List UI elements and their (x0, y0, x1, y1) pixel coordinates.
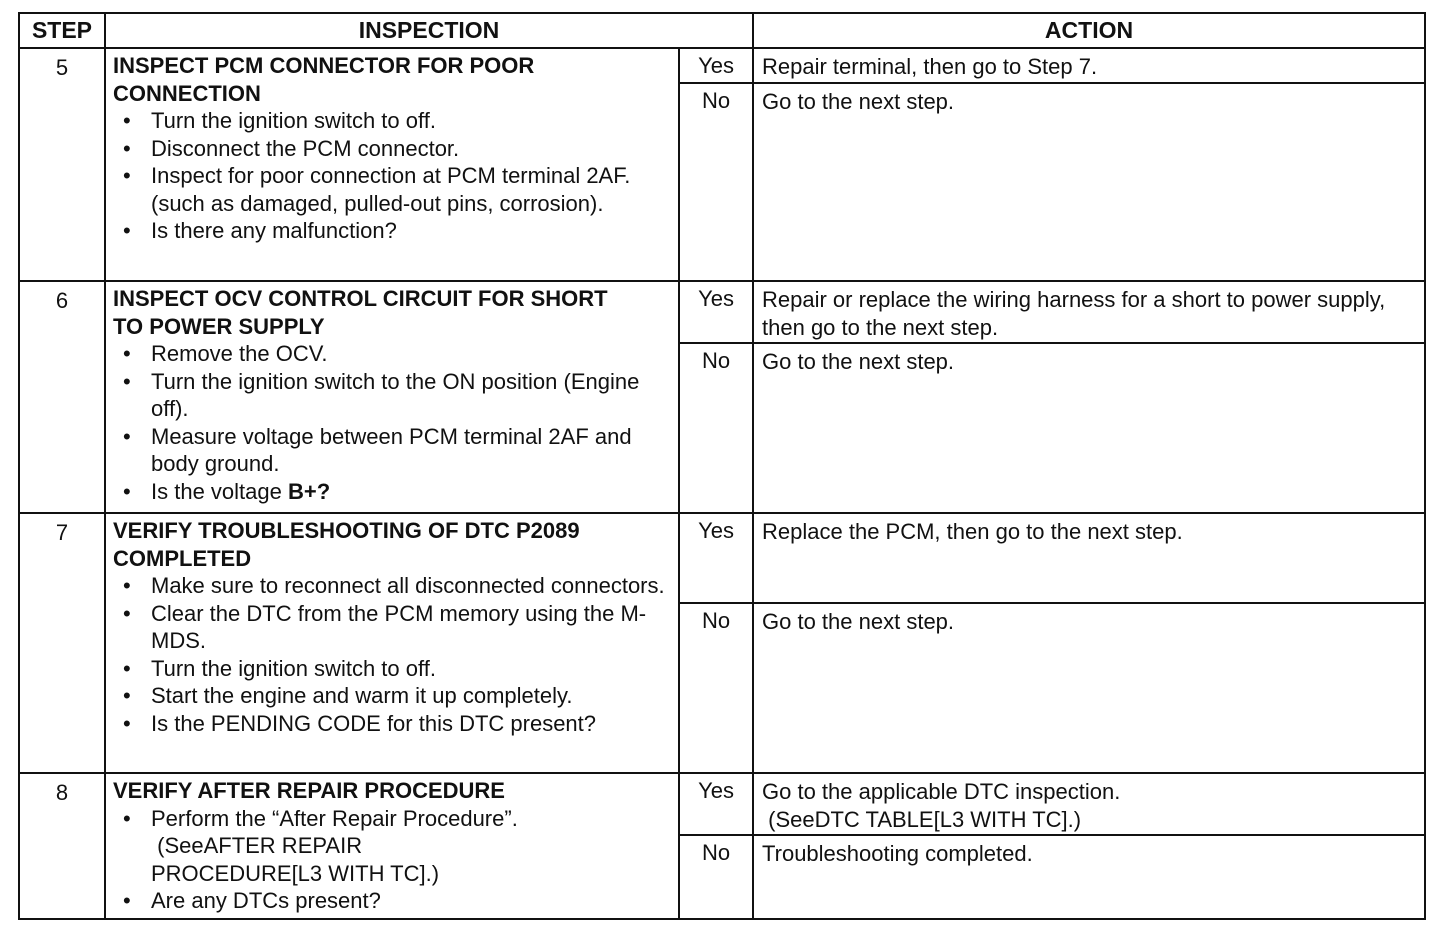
list-item: • Are any DTCs present? (113, 887, 672, 915)
yes-action: Replace the PCM, then go to the next step. (753, 513, 1425, 603)
list-item: • Inspect for poor connection at PCM terminal 2AF. (such as damaged, pulled-out pins, corrosion). (113, 162, 672, 217)
inspection-cell (105, 773, 679, 919)
list-item-text: • Perform the “After Repair Procedure”. (151, 805, 518, 831)
voltage-value: B+? (287, 478, 331, 504)
table-row (19, 48, 1425, 83)
list-item: • Is there any malfunction? (113, 217, 672, 245)
list-item: • Disconnect the PCM connector. (113, 135, 672, 163)
inspection-title: CONNECTION (113, 80, 261, 106)
inspection-title: VERIFY TROUBLESHOOTING OF DTC P2089 (113, 518, 580, 543)
inspection-cell (105, 48, 679, 281)
inspection-list (113, 340, 672, 505)
header-action: ACTION (753, 13, 1425, 48)
inspection-cell (105, 281, 679, 513)
inspection-title: INSPECT OCV CONTROL CIRCUIT FOR SHORT (113, 286, 608, 311)
yes-action: Repair terminal, then go to Step 7. (753, 48, 1425, 83)
list-item (113, 478, 672, 506)
yes-label: Yes (679, 773, 753, 835)
inspection-title: COMPLETED (113, 545, 252, 571)
yes-action (753, 773, 1425, 835)
reference-link[interactable]: (SeeAFTER REPAIR (151, 833, 363, 858)
no-label: No (679, 343, 753, 513)
list-item: • Measure voltage between PCM terminal 2AF and body ground. (113, 423, 672, 478)
list-item (113, 805, 672, 888)
inspection-title: VERIFY AFTER REPAIR PROCEDURE (113, 778, 505, 803)
inspection-list (113, 572, 672, 737)
no-label: No (679, 83, 753, 281)
list-item: • Turn the ignition switch to the ON position (Engine off). (113, 368, 672, 423)
yes-label: Yes (679, 513, 753, 603)
list-item: • Make sure to reconnect all disconnected connectors. (113, 572, 672, 600)
no-action: Troubleshooting completed. (753, 835, 1425, 919)
inspection-list (113, 107, 672, 245)
list-item: • Turn the ignition switch to off. (113, 107, 672, 135)
list-item-text: Is the voltage (151, 478, 288, 504)
no-action: Go to the next step. (753, 603, 1425, 773)
list-item: • Remove the OCV. (113, 340, 672, 368)
no-label: No (679, 603, 753, 773)
reference-link[interactable]: (SeeDTC TABLE[L3 WITH TC].) (762, 806, 1082, 832)
inspection-cell (105, 513, 679, 773)
step-number: 8 (19, 773, 105, 919)
yes-action-text: Go to the applicable DTC inspection. (762, 779, 1121, 804)
step-number: 6 (19, 281, 105, 513)
troubleshooting-table (18, 12, 1426, 920)
header-row (19, 13, 1425, 48)
yes-action: Repair or replace the wiring harness for a short to power supply, then go to the next step. (753, 281, 1425, 343)
list-item: • Is the PENDING CODE for this DTC present? (113, 710, 672, 738)
yes-label: Yes (679, 281, 753, 343)
inspection-list (113, 805, 672, 915)
table-row (19, 281, 1425, 343)
list-item: • Clear the DTC from the PCM memory using the M-MDS. (113, 600, 672, 655)
step-number: 5 (19, 48, 105, 281)
table-row (19, 513, 1425, 603)
list-item: • Turn the ignition switch to off. (113, 655, 672, 683)
no-action: Go to the next step. (753, 343, 1425, 513)
no-action: Go to the next step. (753, 83, 1425, 281)
inspection-title: TO POWER SUPPLY (113, 313, 325, 339)
header-inspection: INSPECTION (105, 13, 753, 48)
header-step: STEP (19, 13, 105, 48)
table-row (19, 773, 1425, 835)
yes-label: Yes (679, 48, 753, 83)
inspection-title: INSPECT PCM CONNECTOR FOR POOR (113, 53, 535, 78)
step-number: 7 (19, 513, 105, 773)
no-label: No (679, 835, 753, 919)
reference-link[interactable]: PROCEDURE[L3 WITH TC].) (151, 860, 440, 886)
list-item: • Start the engine and warm it up completely. (113, 682, 672, 710)
